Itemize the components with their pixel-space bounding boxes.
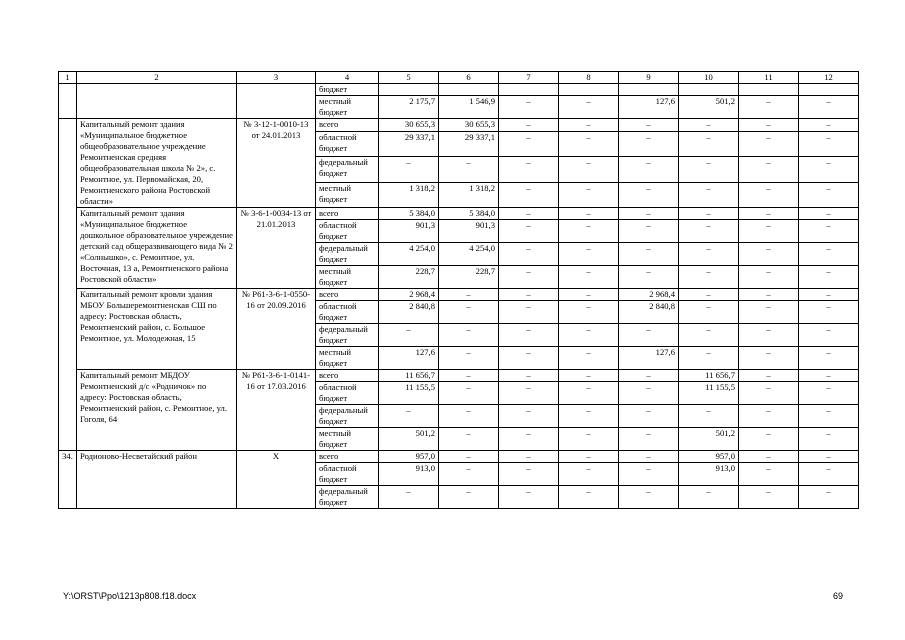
value-cell: – — [799, 301, 859, 324]
value-cell: – — [799, 132, 859, 157]
value-cell: – — [499, 289, 559, 301]
table-row — [59, 289, 859, 301]
table-row — [59, 84, 859, 96]
value-cell: – — [739, 370, 799, 382]
number-cell — [59, 119, 77, 451]
value-cell: – — [799, 182, 859, 207]
project-name-cell: Капитальный ремонт кровли здания МБОУ Большеремонтненская СШ по адресу: Ростовская область, Ремонтненский район, с. Большое Ремонтное, ул. Молодежная, 15 — [77, 289, 237, 370]
value-cell: – — [679, 301, 739, 324]
value-cell: – — [559, 266, 619, 289]
value-cell — [439, 84, 499, 96]
value-cell: – — [739, 182, 799, 207]
value-cell: – — [619, 463, 679, 486]
value-cell: – — [739, 347, 799, 370]
project-name-cell: Капитальный ремонт здания «Муниципальное бюджетное дошкольное образовательное учреждение детский сад общеразвивающего вида № 2 «Солнышко», с. Ремонтное, ул. Восточная, 13 а, Ремонтненского района Ростовской области» — [77, 208, 237, 289]
value-cell: 4 254,0 — [439, 243, 499, 266]
value-cell: – — [739, 405, 799, 428]
value-cell: – — [499, 324, 559, 347]
value-cell: – — [799, 266, 859, 289]
header-cell: 2 — [77, 72, 237, 84]
value-cell: – — [799, 243, 859, 266]
budget-source-cell: всего — [316, 119, 379, 132]
project-name-cell: Капитальный ремонт МБДОУ Ремонтненский д/с «Родничок» по адресу: Ростовская область, Ремонтненский район, с. Ремонтное, ул. Гоголя, 64 — [77, 370, 237, 451]
district-number-cell: 34. — [59, 451, 77, 509]
value-cell: – — [559, 208, 619, 220]
value-cell: – — [439, 405, 499, 428]
header-cell: 7 — [499, 72, 559, 84]
table-row — [59, 119, 859, 132]
header-cell: 4 — [316, 72, 379, 84]
value-cell: 5 384,0 — [379, 208, 439, 220]
table-row — [59, 451, 859, 463]
document-cell: № Р61-3-6-1-0141-16 от 17.03.2016 — [237, 370, 316, 451]
value-cell: – — [739, 96, 799, 119]
value-cell: 127,6 — [619, 96, 679, 119]
budget-source-cell: местный бюджет — [316, 266, 379, 289]
value-cell: – — [799, 428, 859, 451]
value-cell: – — [739, 382, 799, 405]
value-cell: – — [739, 289, 799, 301]
value-cell: 901,3 — [439, 220, 499, 243]
value-cell: 11 155,5 — [379, 382, 439, 405]
value-cell: 29 337,1 — [379, 132, 439, 157]
value-cell: – — [799, 324, 859, 347]
value-cell: – — [679, 208, 739, 220]
budget-source-cell: местный бюджет — [316, 96, 379, 119]
document-cell — [237, 84, 316, 119]
value-cell: – — [439, 486, 499, 509]
budget-source-cell: местный бюджет — [316, 182, 379, 207]
budget-source-cell: бюджет — [316, 84, 379, 96]
value-cell — [739, 84, 799, 96]
budget-source-cell: федеральный бюджет — [316, 324, 379, 347]
value-cell: – — [439, 157, 499, 182]
value-cell: – — [619, 119, 679, 132]
value-cell — [379, 84, 439, 96]
value-cell: – — [499, 463, 559, 486]
value-cell: – — [619, 208, 679, 220]
header-cell: 11 — [739, 72, 799, 84]
value-cell: 228,7 — [379, 266, 439, 289]
value-cell: – — [679, 132, 739, 157]
value-cell: – — [679, 220, 739, 243]
value-cell: 2 968,4 — [619, 289, 679, 301]
header-row — [59, 72, 859, 84]
value-cell: – — [679, 486, 739, 509]
value-cell: 127,6 — [379, 347, 439, 370]
value-cell: 501,2 — [679, 428, 739, 451]
value-cell: – — [799, 220, 859, 243]
budget-source-cell: областной бюджет — [316, 132, 379, 157]
value-cell: – — [799, 208, 859, 220]
value-cell: 2 175,7 — [379, 96, 439, 119]
value-cell: – — [559, 243, 619, 266]
value-cell: – — [619, 486, 679, 509]
value-cell: – — [679, 182, 739, 207]
value-cell: – — [499, 301, 559, 324]
value-cell: – — [499, 96, 559, 119]
value-cell: – — [439, 301, 499, 324]
value-cell: – — [799, 405, 859, 428]
budget-source-cell: всего — [316, 289, 379, 301]
budget-source-cell: местный бюджет — [316, 347, 379, 370]
value-cell — [619, 84, 679, 96]
value-cell: – — [739, 220, 799, 243]
value-cell: 2 968,4 — [379, 289, 439, 301]
value-cell: 4 254,0 — [379, 243, 439, 266]
value-cell: 29 337,1 — [439, 132, 499, 157]
table-row — [59, 370, 859, 382]
value-cell: – — [499, 486, 559, 509]
budget-source-cell: областной бюджет — [316, 382, 379, 405]
value-cell: – — [619, 382, 679, 405]
table-row — [59, 208, 859, 220]
value-cell: – — [799, 289, 859, 301]
value-cell: 913,0 — [679, 463, 739, 486]
value-cell: – — [739, 463, 799, 486]
project-name-cell — [77, 84, 237, 119]
header-cell: 3 — [237, 72, 316, 84]
header-cell: 12 — [799, 72, 859, 84]
value-cell: – — [679, 405, 739, 428]
value-cell: – — [799, 382, 859, 405]
value-cell: – — [439, 324, 499, 347]
value-cell: 1 318,2 — [439, 182, 499, 207]
value-cell: – — [739, 132, 799, 157]
value-cell: – — [499, 132, 559, 157]
value-cell: – — [559, 324, 619, 347]
value-cell: 30 655,3 — [439, 119, 499, 132]
value-cell: – — [559, 220, 619, 243]
value-cell: – — [499, 370, 559, 382]
value-cell: – — [499, 451, 559, 463]
budget-table-container — [58, 71, 859, 509]
value-cell: – — [499, 347, 559, 370]
value-cell — [499, 84, 559, 96]
value-cell: – — [559, 486, 619, 509]
header-cell: 9 — [619, 72, 679, 84]
header-cell: 8 — [559, 72, 619, 84]
value-cell: 30 655,3 — [379, 119, 439, 132]
value-cell: – — [619, 243, 679, 266]
value-cell: – — [679, 347, 739, 370]
value-cell: – — [559, 451, 619, 463]
value-cell: – — [499, 119, 559, 132]
value-cell: – — [499, 428, 559, 451]
value-cell: – — [679, 157, 739, 182]
document-cell: № 3-12-1-0010-13 от 24.01.2013 — [237, 119, 316, 208]
value-cell: 957,0 — [679, 451, 739, 463]
value-cell: – — [799, 486, 859, 509]
value-cell: – — [799, 157, 859, 182]
number-cell — [59, 84, 77, 119]
value-cell: – — [499, 243, 559, 266]
value-cell: – — [499, 405, 559, 428]
value-cell: – — [499, 157, 559, 182]
value-cell: – — [799, 463, 859, 486]
value-cell: 2 840,8 — [619, 301, 679, 324]
header-cell: 1 — [59, 72, 77, 84]
value-cell: – — [739, 266, 799, 289]
value-cell: – — [679, 324, 739, 347]
value-cell: – — [559, 182, 619, 207]
budget-source-cell: всего — [316, 451, 379, 463]
value-cell: – — [799, 347, 859, 370]
value-cell: – — [559, 132, 619, 157]
value-cell: – — [559, 463, 619, 486]
value-cell: – — [739, 243, 799, 266]
value-cell: – — [559, 119, 619, 132]
value-cell: – — [559, 289, 619, 301]
value-cell: – — [559, 405, 619, 428]
budget-source-cell: федеральный бюджет — [316, 405, 379, 428]
value-cell: – — [499, 182, 559, 207]
value-cell: 2 840,8 — [379, 301, 439, 324]
value-cell: – — [619, 324, 679, 347]
value-cell: – — [379, 486, 439, 509]
value-cell: – — [739, 451, 799, 463]
value-cell: 127,6 — [619, 347, 679, 370]
value-cell: – — [439, 451, 499, 463]
value-cell: – — [799, 370, 859, 382]
value-cell: – — [739, 486, 799, 509]
value-cell: – — [679, 289, 739, 301]
value-cell: – — [439, 347, 499, 370]
value-cell: – — [499, 220, 559, 243]
value-cell: 5 384,0 — [439, 208, 499, 220]
value-cell — [679, 84, 739, 96]
value-cell: – — [559, 370, 619, 382]
value-cell: – — [679, 266, 739, 289]
budget-source-cell: областной бюджет — [316, 463, 379, 486]
value-cell: – — [559, 96, 619, 119]
budget-source-cell: федеральный бюджет — [316, 243, 379, 266]
document-path: Y:\ORST\Ppo\1213p808.f18.docx — [63, 591, 197, 601]
value-cell: – — [379, 324, 439, 347]
budget-source-cell: федеральный бюджет — [316, 486, 379, 509]
value-cell: – — [379, 157, 439, 182]
value-cell: – — [799, 96, 859, 119]
budget-source-cell: федеральный бюджет — [316, 157, 379, 182]
value-cell: – — [559, 347, 619, 370]
budget-source-cell: всего — [316, 370, 379, 382]
value-cell: – — [739, 301, 799, 324]
value-cell: – — [619, 132, 679, 157]
value-cell: – — [739, 208, 799, 220]
value-cell: – — [619, 428, 679, 451]
value-cell: – — [619, 220, 679, 243]
value-cell: 11 155,5 — [679, 382, 739, 405]
header-cell: 5 — [379, 72, 439, 84]
value-cell: – — [619, 370, 679, 382]
value-cell: – — [559, 382, 619, 405]
value-cell: – — [499, 382, 559, 405]
value-cell: – — [439, 370, 499, 382]
value-cell: 228,7 — [439, 266, 499, 289]
project-name-cell: Капитальный ремонт здания «Муниципальное бюджетное общеобразовательное учреждение Ремонтненская средняя общеобразовательная школа № 2», с. Ремонтное, ул. Первомайская, 20, Ремонтненского района Ростовской области» — [77, 119, 237, 208]
value-cell: 11 656,7 — [379, 370, 439, 382]
budget-source-cell: всего — [316, 208, 379, 220]
budget-source-cell: местный бюджет — [316, 428, 379, 451]
value-cell: 913,0 — [379, 463, 439, 486]
value-cell: – — [439, 289, 499, 301]
value-cell: – — [739, 428, 799, 451]
header-cell: 10 — [679, 72, 739, 84]
value-cell: – — [739, 119, 799, 132]
document-cell: № Р61-3-6-1-0550-16 от 20.09.2016 — [237, 289, 316, 370]
value-cell: – — [799, 119, 859, 132]
value-cell: – — [619, 266, 679, 289]
budget-table — [58, 71, 859, 509]
value-cell: – — [559, 157, 619, 182]
budget-source-cell: областной бюджет — [316, 220, 379, 243]
district-name-cell: Родионово-Несветайский район — [77, 451, 237, 509]
value-cell: – — [799, 451, 859, 463]
value-cell: – — [679, 119, 739, 132]
value-cell: – — [559, 428, 619, 451]
district-document-cell: Х — [237, 451, 316, 509]
value-cell: – — [559, 301, 619, 324]
value-cell: 901,3 — [379, 220, 439, 243]
value-cell: 1 318,2 — [379, 182, 439, 207]
value-cell: 501,2 — [679, 96, 739, 119]
value-cell: – — [439, 428, 499, 451]
value-cell: – — [439, 382, 499, 405]
budget-source-cell: областной бюджет — [316, 301, 379, 324]
value-cell: – — [379, 405, 439, 428]
value-cell: 501,2 — [379, 428, 439, 451]
value-cell: – — [499, 266, 559, 289]
value-cell — [559, 84, 619, 96]
value-cell: – — [619, 182, 679, 207]
value-cell: 1 546,9 — [439, 96, 499, 119]
value-cell: 957,0 — [379, 451, 439, 463]
value-cell: – — [619, 157, 679, 182]
value-cell: 11 656,7 — [679, 370, 739, 382]
document-cell: № 3-6-1-0034-13 от 21.01.2013 — [237, 208, 316, 289]
value-cell: – — [439, 463, 499, 486]
value-cell: – — [739, 157, 799, 182]
value-cell: – — [679, 243, 739, 266]
value-cell: – — [619, 405, 679, 428]
value-cell: – — [739, 324, 799, 347]
page-number: 69 — [833, 591, 844, 601]
value-cell: – — [499, 208, 559, 220]
value-cell — [799, 84, 859, 96]
header-cell: 6 — [439, 72, 499, 84]
value-cell: – — [619, 451, 679, 463]
